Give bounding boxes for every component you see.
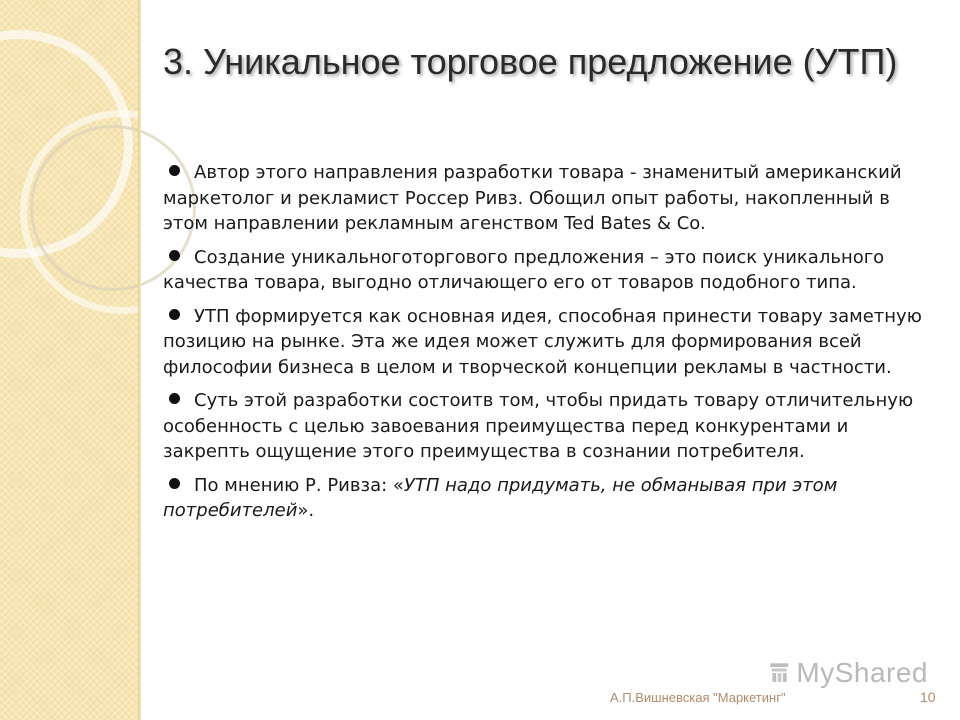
bullet-item bbox=[163, 304, 923, 381]
page-number: 10 bbox=[920, 689, 936, 705]
bullet-item-quote bbox=[163, 473, 923, 524]
slide-content bbox=[163, 160, 923, 532]
quote-suffix: ». bbox=[297, 500, 315, 521]
slide-title: 3. Уникальное торговое предложение (УТП) bbox=[163, 41, 898, 82]
bullet-text: Автор этого направления разработки товара - знаменитый американский маркетолог и рекламист Россер Ривз. Обощил опыт работы, накопленный в этом направлении рекламным агенством Ted Bates & Co. bbox=[163, 162, 902, 234]
band-edge bbox=[138, 0, 141, 720]
bullet-text: Создание уникальноготоргового предложения – это поиск уникального качества товара, выгодно отличающего его от товаров подобного типа. bbox=[163, 246, 885, 293]
bullet-icon bbox=[169, 250, 180, 261]
bullet-icon bbox=[169, 393, 180, 404]
watermark-text: MyShared bbox=[796, 657, 928, 688]
quote-prefix: По мнению Р. Ривза: « bbox=[194, 474, 404, 496]
bullet-text: Суть этой разработки состоитв том, чтобы придать товару отличительную особенность с целью завоевания преимущества перед конкурентами и закрепть ощущение этого преимущества в сознании потребителя. bbox=[163, 390, 914, 462]
bullet-item bbox=[163, 245, 923, 296]
bullet-icon bbox=[169, 478, 180, 489]
decorative-left-band bbox=[0, 0, 138, 720]
bullet-text: УТП формируется как основная идея, способная принести товару заметную позицию на рынке. Эта же идея может служить для формирования всей философии бизнеса в целом и творческой концепции рекламы в частности. bbox=[163, 305, 922, 378]
bullet-item bbox=[163, 160, 923, 237]
quote-text: УТП надо придумать, не обманывая при этом потребителей bbox=[163, 474, 838, 521]
watermark bbox=[768, 655, 928, 691]
bullet-icon bbox=[169, 309, 180, 320]
bullet-icon bbox=[169, 165, 180, 176]
myshared-logo-icon bbox=[768, 658, 790, 688]
bullet-item bbox=[163, 388, 923, 465]
footer-author: А.П.Вишневская "Маркетинг" bbox=[610, 690, 786, 705]
